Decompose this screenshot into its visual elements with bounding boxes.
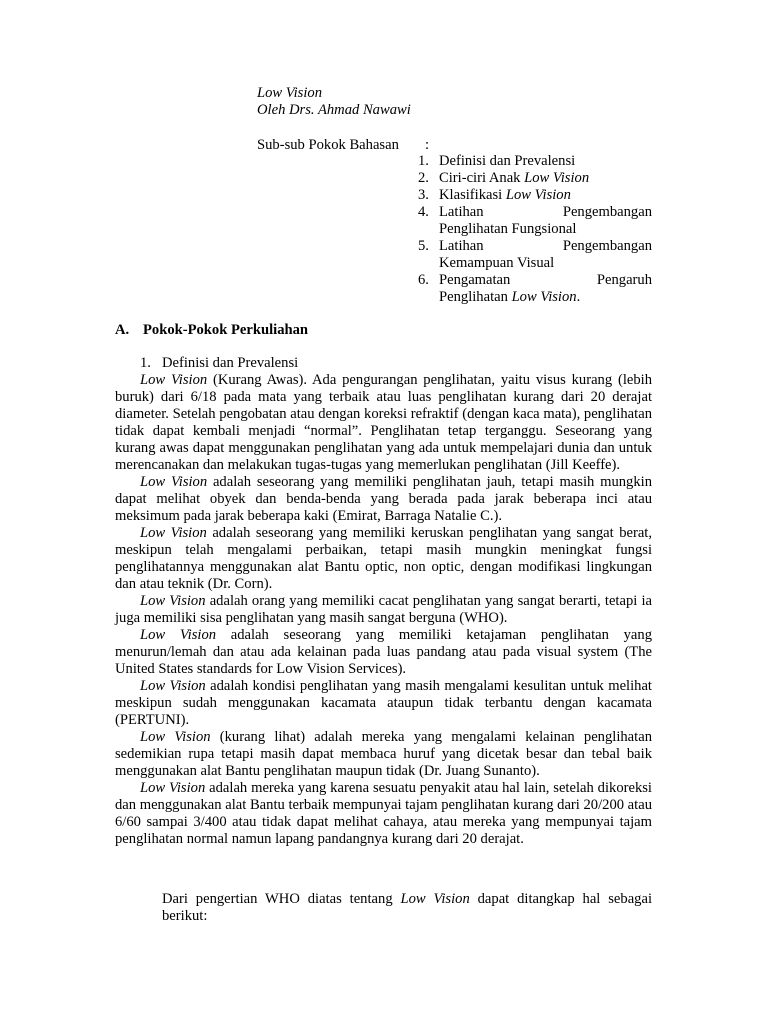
toc-item (418, 187, 652, 204)
toc-item-number: 2. (418, 170, 429, 186)
toc-item-word: Pengaruh (596, 272, 652, 288)
toc-item-line-1 (439, 204, 652, 221)
document-title: Low Vision (257, 85, 323, 101)
toc-item-word: Pengembangan (562, 238, 652, 254)
paragraph-text: adalah seseorang yang memiliki keruskan penglihatan yang sangat berat, meskipun telah mengalami perbaikan, tetapi masih mungkin meningkat fungsi penglihatannya menggunakan alat Bantu optic, non optic, dengan modifikasi lingkungan dan atau teknik (Dr. Corn). (115, 525, 653, 592)
toc-item-line-2 (439, 255, 652, 272)
body-text (115, 372, 652, 848)
toc-item (418, 272, 652, 306)
toc-item-word: Pengamatan (439, 272, 511, 288)
document-author: Oleh Drs. Ahmad Nawawi (257, 102, 411, 118)
paragraph-text: adalah kondisi penglihatan yang masih mengalami kesulitan untuk melihat meskipun sudah menggunakan kacamata ataupun tidak terbantu dengan kacamata (PERTUNI). (115, 678, 652, 728)
toc-item-text: Klasifikasi (439, 187, 506, 203)
toc-item-emphasis: Low Vision (505, 187, 571, 203)
sub-topics-label: Sub-sub Pokok Bahasan (257, 137, 399, 153)
paragraph (115, 627, 652, 678)
toc-item (418, 153, 652, 170)
paragraph (115, 729, 652, 780)
paragraph (115, 780, 652, 848)
paragraph-text: adalah seseorang yang memiliki penglihatan jauh, tetapi masih mungkin dapat melihat obyek dan benda-benda yang berada pada jarak beberapa inci atau meksimum pada jarak beberapa kaki (Emirat, Barraga Natalie C.). (115, 474, 652, 524)
toc-item-line-1 (439, 272, 652, 289)
toc-item-word: Latihan (439, 204, 484, 220)
section-letter: A. (115, 322, 130, 338)
toc-item-text: . (576, 289, 581, 305)
sub-topics-list (418, 153, 652, 306)
toc-item (418, 238, 652, 272)
paragraph-emphasis: Low Vision (140, 372, 208, 388)
paragraph (115, 678, 652, 729)
toc-item-emphasis: Low Vision (524, 170, 590, 186)
paragraph-emphasis: Low Vision (140, 474, 208, 490)
toc-item-word: Pengembangan (562, 204, 652, 220)
subsection-heading (140, 355, 298, 372)
toc-item-text: Penglihatan Fungsional (439, 221, 577, 237)
paragraph (115, 525, 652, 593)
paragraph-emphasis: Low Vision (140, 729, 211, 745)
toc-item-text: Penglihatan (439, 289, 512, 305)
paragraph-text: (kurang lihat) adalah mereka yang mengalami kelainan penglihatan sedemikian rupa tetapi masih dapat membaca huruf yang dicetak besar dan tebal baik menggunakan alat Bantu penglihatan maupun tidak (Dr. Juang Sunanto). (115, 729, 652, 779)
toc-item-text: Ciri-ciri Anak (439, 170, 525, 186)
closing-text: dapat ditangkap hal sebagai berikut: (162, 891, 652, 924)
toc-item-word: Latihan (439, 238, 484, 254)
toc-item-text: Definisi dan Prevalensi (439, 153, 576, 169)
paragraph-emphasis: Low Vision (140, 627, 217, 643)
closing-emphasis: Low Vision (400, 891, 470, 907)
paragraph (115, 474, 652, 525)
closing-paragraph (162, 891, 652, 925)
paragraph (115, 593, 652, 627)
toc-item (418, 170, 652, 187)
sub-topics-colon: : (425, 137, 430, 153)
subsection-title: Definisi dan Prevalensi (162, 355, 299, 371)
subsection-number: 1. (140, 355, 151, 371)
toc-item-line-1 (439, 238, 652, 255)
section-title: Pokok-Pokok Perkuliahan (143, 322, 309, 338)
closing-text: Dari pengertian WHO diatas tentang (162, 891, 401, 907)
paragraph-emphasis: Low Vision (140, 678, 206, 694)
paragraph-text: (Kurang Awas). Ada pengurangan penglihatan, yaitu visus kurang (lebih buruk) dari 6/18 pada mata yang terbaik atau luas penglihatan kurang dari 20 derajat diameter. Setelah pengobatan atau dengan koreksi refraktif (dengan kaca mata), penglihatan tidak dapat kembali menjadi “normal”. Penglihatan tetap terganggu. Seseorang yang kurang awas dapat menggunakan penglihatan yang ada untuk mempelajari dunia dan untuk merencanakan dan melakukan tugas-tugas yang memerlukan penglihatan (Jill Keeffe). (115, 372, 652, 473)
paragraph-emphasis: Low Vision (140, 593, 206, 609)
toc-item-number: 4. (418, 204, 429, 220)
paragraph (115, 372, 652, 474)
paragraph-emphasis: Low Vision (140, 525, 207, 541)
toc-item-number: 6. (418, 272, 429, 288)
toc-item (418, 204, 652, 238)
toc-item-number: 3. (418, 187, 429, 203)
toc-item-line-2 (439, 289, 652, 306)
toc-item-number: 5. (418, 238, 429, 254)
section-heading (115, 322, 308, 339)
paragraph-text: adalah mereka yang karena sesuatu penyakit atau hal lain, setelah dikoreksi dan menggunakan alat Bantu terbaik mempunyai tajam penglihatan kurang dari 20/200 atau 6/60 sampai 3/400 atau tidak dapat melihat cahaya, atau mereka yang mempunyai tajam penglihatan normal namun lapang pandangnya kurang dari 20 derajat. (115, 780, 652, 847)
toc-item-emphasis: Low Vision (511, 289, 577, 305)
paragraph-text: adalah seseorang yang memiliki ketajaman penglihatan yang menurun/lemah dan atau ada kelainan pada luas pandang atau pada visual system (The United States standards for Low Vision Services). (115, 627, 653, 677)
paragraph-text: adalah orang yang memiliki cacat penglihatan yang sangat berarti, tetapi ia juga memiliki sisa penglihatan yang masih sangat berguna (WHO). (115, 593, 652, 626)
toc-item-number: 1. (418, 153, 429, 169)
toc-item-text: Kemampuan Visual (439, 255, 555, 271)
toc-item-line-2 (439, 221, 652, 238)
paragraph-emphasis: Low Vision (140, 780, 206, 796)
